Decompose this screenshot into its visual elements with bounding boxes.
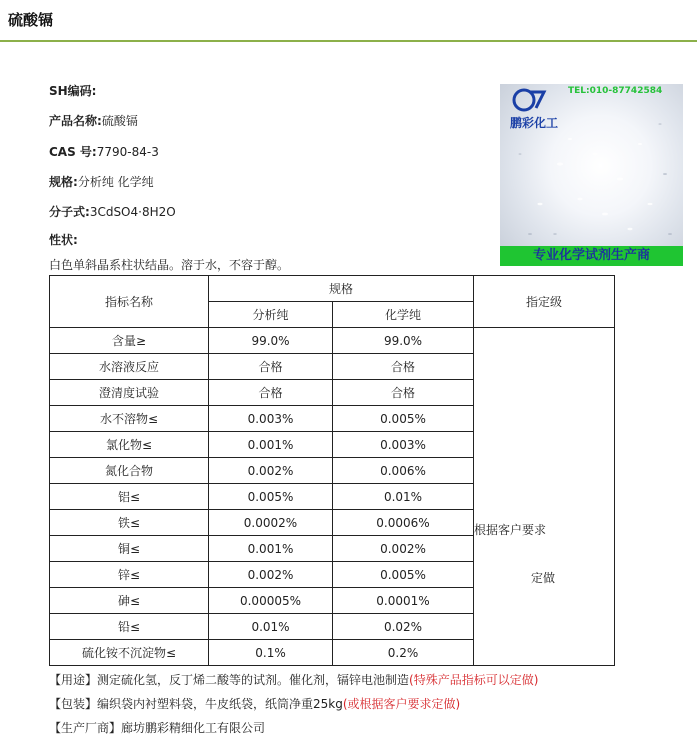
formula-value: 3CdSO4·8H2O (89, 205, 176, 219)
row-ar: 99.0% (209, 328, 333, 354)
cas-label: CAS 号: (49, 145, 97, 159)
row-ar: 合格 (209, 380, 333, 406)
company-logo-text: 鹏彩化工 (510, 116, 559, 130)
row-name: 硫化铵不沉淀物≤ (50, 640, 209, 666)
row-name: 水不溶物≤ (50, 406, 209, 432)
page-title: 硫酸镉 (8, 11, 54, 29)
custom-note-cell (474, 328, 615, 666)
cas-value: 7790-84-3 (96, 145, 159, 159)
row-ar: 0.0002% (209, 510, 333, 536)
row-ar: 0.01% (209, 614, 333, 640)
packaging-text: 编织袋内衬塑料袋，牛皮纸袋，纸筒净重25kg (97, 697, 343, 711)
grade-field (49, 174, 154, 190)
header-custom: 指定级 (474, 276, 615, 328)
row-cp: 99.0% (333, 328, 474, 354)
formula-label: 分子式: (49, 205, 90, 219)
table-header-row (50, 276, 615, 302)
row-cp: 0.0001% (333, 588, 474, 614)
row-ar: 0.003% (209, 406, 333, 432)
manufacturer-label: 【生产厂商】 (49, 721, 122, 735)
properties-field (49, 232, 78, 248)
properties-label: 性状: (49, 233, 78, 247)
usage-label: 【用途】 (49, 673, 98, 687)
row-cp: 0.01% (333, 484, 474, 510)
row-name: 铝≤ (50, 484, 209, 510)
row-name: 砷≤ (50, 588, 209, 614)
sh-code-field (49, 83, 97, 99)
grade-value: 分析纯 化学纯 (77, 175, 154, 189)
row-ar: 0.002% (209, 562, 333, 588)
row-cp: 0.005% (333, 562, 474, 588)
product-name-field (49, 113, 138, 129)
custom-note-line-2: 定做 (531, 571, 556, 585)
properties-description: 白色单斜晶系柱状结晶。溶于水，不容于醇。 (49, 258, 290, 272)
grade-label: 规格: (49, 175, 78, 189)
row-ar: 0.001% (209, 536, 333, 562)
formula-field (49, 204, 176, 220)
header-indicator: 指标名称 (50, 276, 209, 328)
row-ar: 0.005% (209, 484, 333, 510)
row-name: 铁≤ (50, 510, 209, 536)
row-name: 水溶液反应 (50, 354, 209, 380)
row-cp: 0.005% (333, 406, 474, 432)
row-ar: 0.002% (209, 458, 333, 484)
row-ar: 0.1% (209, 640, 333, 666)
header-ar: 分析纯 (209, 302, 333, 328)
row-cp: 0.003% (333, 432, 474, 458)
usage-line (49, 672, 538, 688)
custom-note-line-1: 根据客户要求 (474, 523, 547, 537)
cas-field (49, 144, 159, 160)
manufacturer-line (49, 720, 265, 736)
spec-table (49, 275, 615, 666)
row-ar: 0.001% (209, 432, 333, 458)
title-divider (0, 40, 697, 42)
packaging-label: 【包装】 (49, 697, 98, 711)
product-name-value: 硫酸镉 (101, 114, 138, 128)
row-cp: 0.0006% (333, 510, 474, 536)
company-logo-icon (510, 86, 548, 114)
header-cp: 化学纯 (333, 302, 474, 328)
row-ar: 合格 (209, 354, 333, 380)
row-cp: 合格 (333, 380, 474, 406)
row-cp: 合格 (333, 354, 474, 380)
row-name: 澄清度试验 (50, 380, 209, 406)
usage-note: (特殊产品指标可以定做) (409, 673, 539, 687)
table-row (50, 328, 615, 354)
header-spec: 规格 (209, 276, 474, 302)
packaging-note: (或根据客户要求定做) (342, 697, 461, 711)
row-name: 铅≤ (50, 614, 209, 640)
manufacturer-text: 廊坊鹏彩精细化工有限公司 (121, 721, 266, 735)
product-name-label: 产品名称: (49, 114, 102, 128)
row-name: 氮化合物 (50, 458, 209, 484)
row-name: 含量≥ (50, 328, 209, 354)
sh-code-label: SH编码: (49, 84, 97, 98)
usage-text: 测定硫化氢，反丁烯二酸等的试剂。催化剂，镉锌电池制造 (97, 673, 410, 687)
company-tel: TEL:010-87742584 (568, 86, 663, 96)
photo-banner: 专业化学试剂生产商 (500, 246, 683, 266)
product-photo (500, 84, 683, 266)
row-name: 氯化物≤ (50, 432, 209, 458)
row-ar: 0.00005% (209, 588, 333, 614)
row-name: 铜≤ (50, 536, 209, 562)
row-cp: 0.006% (333, 458, 474, 484)
packaging-line (49, 696, 460, 712)
row-cp: 0.02% (333, 614, 474, 640)
row-name: 锌≤ (50, 562, 209, 588)
row-cp: 0.002% (333, 536, 474, 562)
row-cp: 0.2% (333, 640, 474, 666)
